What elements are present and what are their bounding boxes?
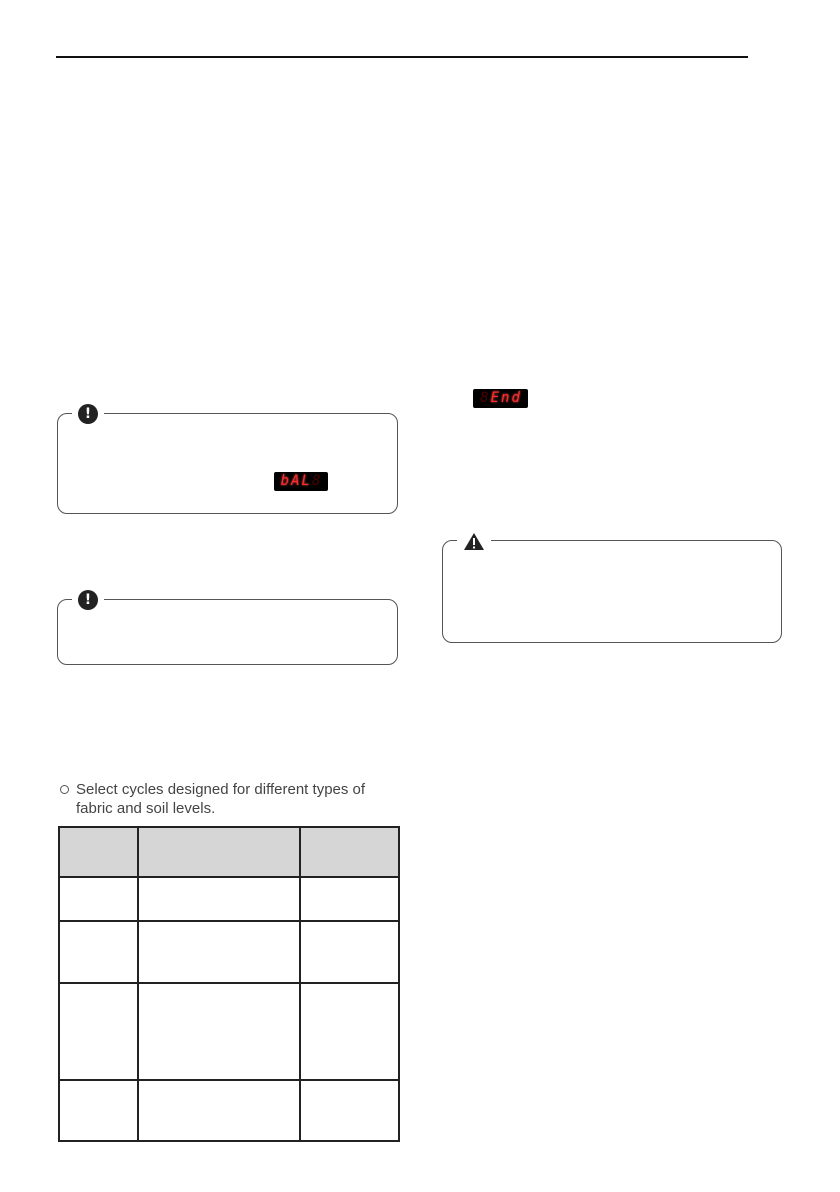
table-cell — [138, 1080, 300, 1141]
display-char: b — [280, 473, 291, 489]
table-row — [59, 921, 399, 983]
table-row — [59, 983, 399, 1080]
table-cell — [300, 983, 399, 1080]
note-icon: ! — [78, 404, 98, 424]
note-icon: ! — [78, 590, 98, 610]
cycle-bullet — [60, 780, 400, 818]
table-cell — [138, 877, 300, 921]
display-char: n — [501, 390, 511, 406]
bullet-text: Select cycles designed for different types of fabric and soil levels. — [76, 781, 366, 817]
table-cell — [300, 921, 399, 983]
table-cell — [300, 1080, 399, 1141]
table-cell — [59, 921, 138, 983]
caution-header — [457, 530, 491, 552]
note-box-2 — [57, 592, 398, 665]
display-char: d — [511, 390, 521, 406]
table-cell — [300, 877, 399, 921]
table-header-cell — [59, 827, 138, 877]
balance-display — [274, 472, 328, 491]
table-cell — [138, 983, 300, 1080]
note-header — [72, 589, 104, 611]
table-header-cell — [300, 827, 399, 877]
table-cell — [59, 983, 138, 1080]
table-row — [59, 877, 399, 921]
table-cell — [138, 921, 300, 983]
header-rule — [56, 56, 748, 58]
table-row — [59, 1080, 399, 1141]
caution-box — [442, 540, 782, 643]
display-char: L — [301, 473, 311, 489]
warning-triangle-icon — [463, 532, 485, 551]
display-char-dim: 8 — [311, 473, 322, 489]
cycle-table — [58, 826, 400, 1142]
display-char-dim: 8 — [480, 390, 490, 406]
table-header-cell — [138, 827, 300, 877]
note-box-1 — [57, 406, 398, 514]
end-display — [473, 389, 528, 408]
display-char: E — [490, 390, 500, 406]
table-cell — [59, 877, 138, 921]
note-header — [72, 403, 104, 425]
table-cell — [59, 1080, 138, 1141]
display-char: A — [291, 473, 301, 489]
table-header-row — [59, 827, 399, 877]
bullet-circle-icon — [60, 785, 69, 794]
